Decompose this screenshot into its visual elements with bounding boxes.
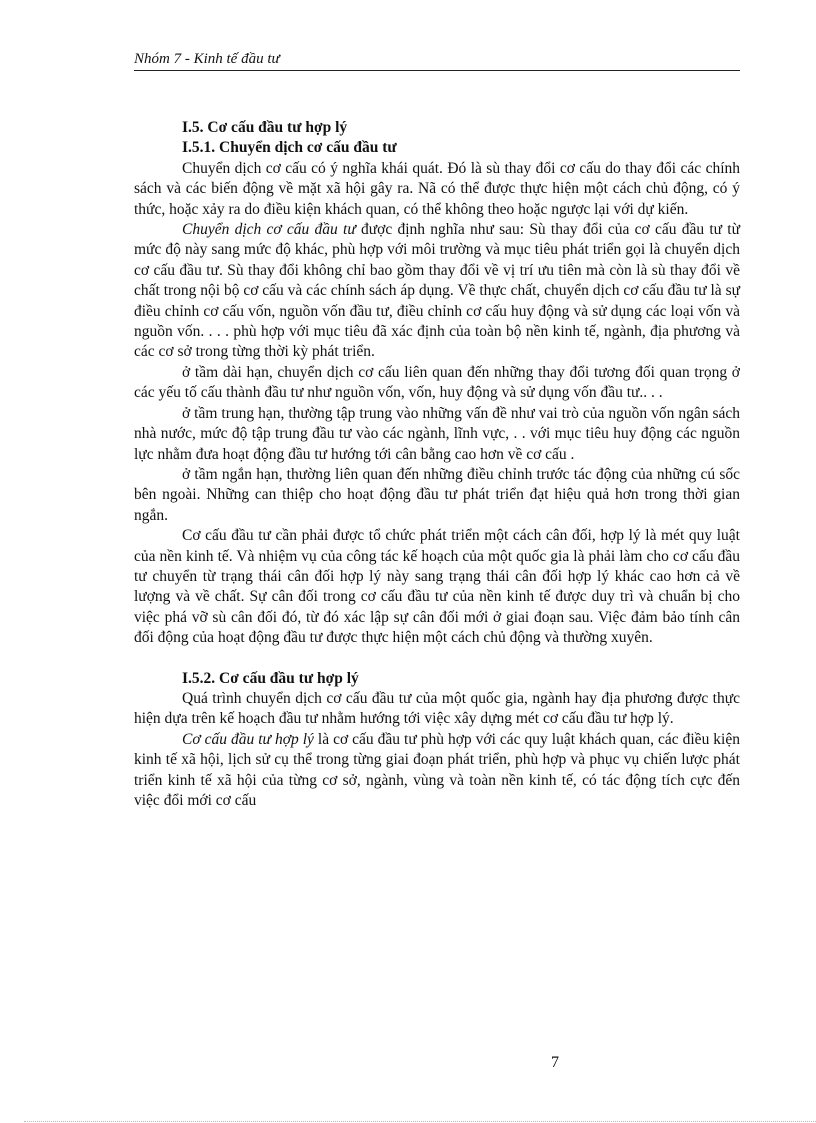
paragraph-2-text: được định nghĩa như sau: Sù thay đổi của cơ cấu đầu tư từ mức độ này sang mức độ khác, phù hợp với môi trường và mục tiêu phát triển gọi là chuyển dịch cơ cấu đầu tư. Sù thay đổi không chỉ bao gồm thay đổi về vị trí ưu tiên mà còn là sù thay đổi về chất trong nội bộ cơ cấu và các chính sách áp dụng. Về thực chất, chuyển dịch cơ cấu đầu tư là sự điều chỉnh cơ cấu vốn, nguồn vốn đầu tư, điều chỉnh cơ cấu huy động và sử dụng các loại vốn và nguồn vốn. . . . phù hợp với mục tiêu đã xác định của toàn bộ nền kinh tế, ngành, địa phương và các cơ sở trong từng thời kỳ phát triển. xyxy=(134,221,740,361)
paragraph-8-text: là cơ cấu đầu tư phù hợp với các quy luật khách quan, các điều kiện kinh tế xã hội, lịch sử cụ thể trong từng giai đoạn phát triển, phù hợp và phục vụ chiến lược phát triển kinh tế xã hội của từng cơ sở, ngành, vùng và toàn nền kinh tế, có tác động tích cực đến việc đổi mới cơ cấu xyxy=(134,730,740,809)
paragraph-5: ở tầm ngắn hạn, thường liên quan đến những điều chỉnh trước tác động của những cú sốc bên ngoài. Những can thiệp cho hoạt động đầu tư phát triển đạt hiệu quả hơn trong thời gian ngắn. xyxy=(134,465,740,524)
paragraph-6: Cơ cấu đầu tư cần phải được tổ chức phát triển một cách cân đối, hợp lý là mét quy luật của nền kinh tế. Và nhiệm vụ của công tác kế hoạch của một quốc gia là phải làm cho cơ cấu đầu tư chuyển từ trạng thái cân đối hợp lý này sang trạng thái cân đối hợp lý khác cao hơn cả về lượng và về chất. Sự cân đối trong cơ cấu đầu tư của nền kinh tế được duy trì và chuẩn bị cho việc phá vỡ sù cân đối đó, từ đó xác lập sự cân đối mới ở giai đoạn sau. Việc đảm bảo tính cân đối động của hoạt động đầu tư được thực hiện một cách chủ động và thường xuyên. xyxy=(134,527,740,647)
section-title: I.5. Cơ cấu đầu tư hợp lý xyxy=(182,119,348,136)
paragraph-3: ở tầm dài hạn, chuyển dịch cơ cấu liên quan đến những thay đổi tương đối quan trọng ở các yếu tố cấu thành đầu tư như nguồn vốn, vốn, huy động và sử dụng vốn đầu tư.. . . xyxy=(134,363,740,402)
page-number: 7 xyxy=(551,1054,559,1071)
paragraph-2 xyxy=(134,220,740,363)
subsection-title-2: I.5.2. Cơ cấu đầu tư hợp lý xyxy=(182,669,359,687)
page-edge-divider xyxy=(24,1121,816,1122)
paragraph-8 xyxy=(134,730,740,812)
page-body xyxy=(134,118,740,811)
spacer xyxy=(134,649,740,669)
subsection-title-1: I.5.1. Chuyển dịch cơ cấu đầu tư xyxy=(182,139,397,157)
term-italic-2: Cơ cấu đầu tư hợp lý xyxy=(182,730,314,748)
term-italic-1: Chuyển dịch cơ cấu đầu tư xyxy=(182,221,356,239)
paragraph-7: Quá trình chuyển dịch cơ cấu đầu tư của một quốc gia, ngành hay địa phương được thực hiện dựa trên kế hoạch đầu tư nhằm hướng tới việc xây dựng mét cơ cấu đầu tư hợp lý. xyxy=(134,689,740,728)
paragraph-1: Chuyển dịch cơ cấu có ý nghĩa khái quát. Đó là sù thay đổi cơ cấu do thay đổi các chính sách và các biến động về mặt xã hội gây ra. Nã có thể được thực hiện một cách chủ động, có ý thức, hoặc xảy ra do điều kiện khách quan, có thể không theo hoặc ngược lại với dự kiến. xyxy=(134,159,740,218)
running-header: Nhóm 7 - Kinh tế đầu tư xyxy=(134,50,740,71)
paragraph-4: ở tầm trung hạn, thường tập trung vào những vấn đề như vai trò của nguồn vốn ngân sách nhà nước, mức độ tập trung đầu tư vào các ngành, lĩnh vực, . . với mục tiêu huy động các nguồn lực nhằm đưa hoạt động đầu tư hướng tới cân bằng cao hơn về cơ cấu . xyxy=(134,404,740,463)
